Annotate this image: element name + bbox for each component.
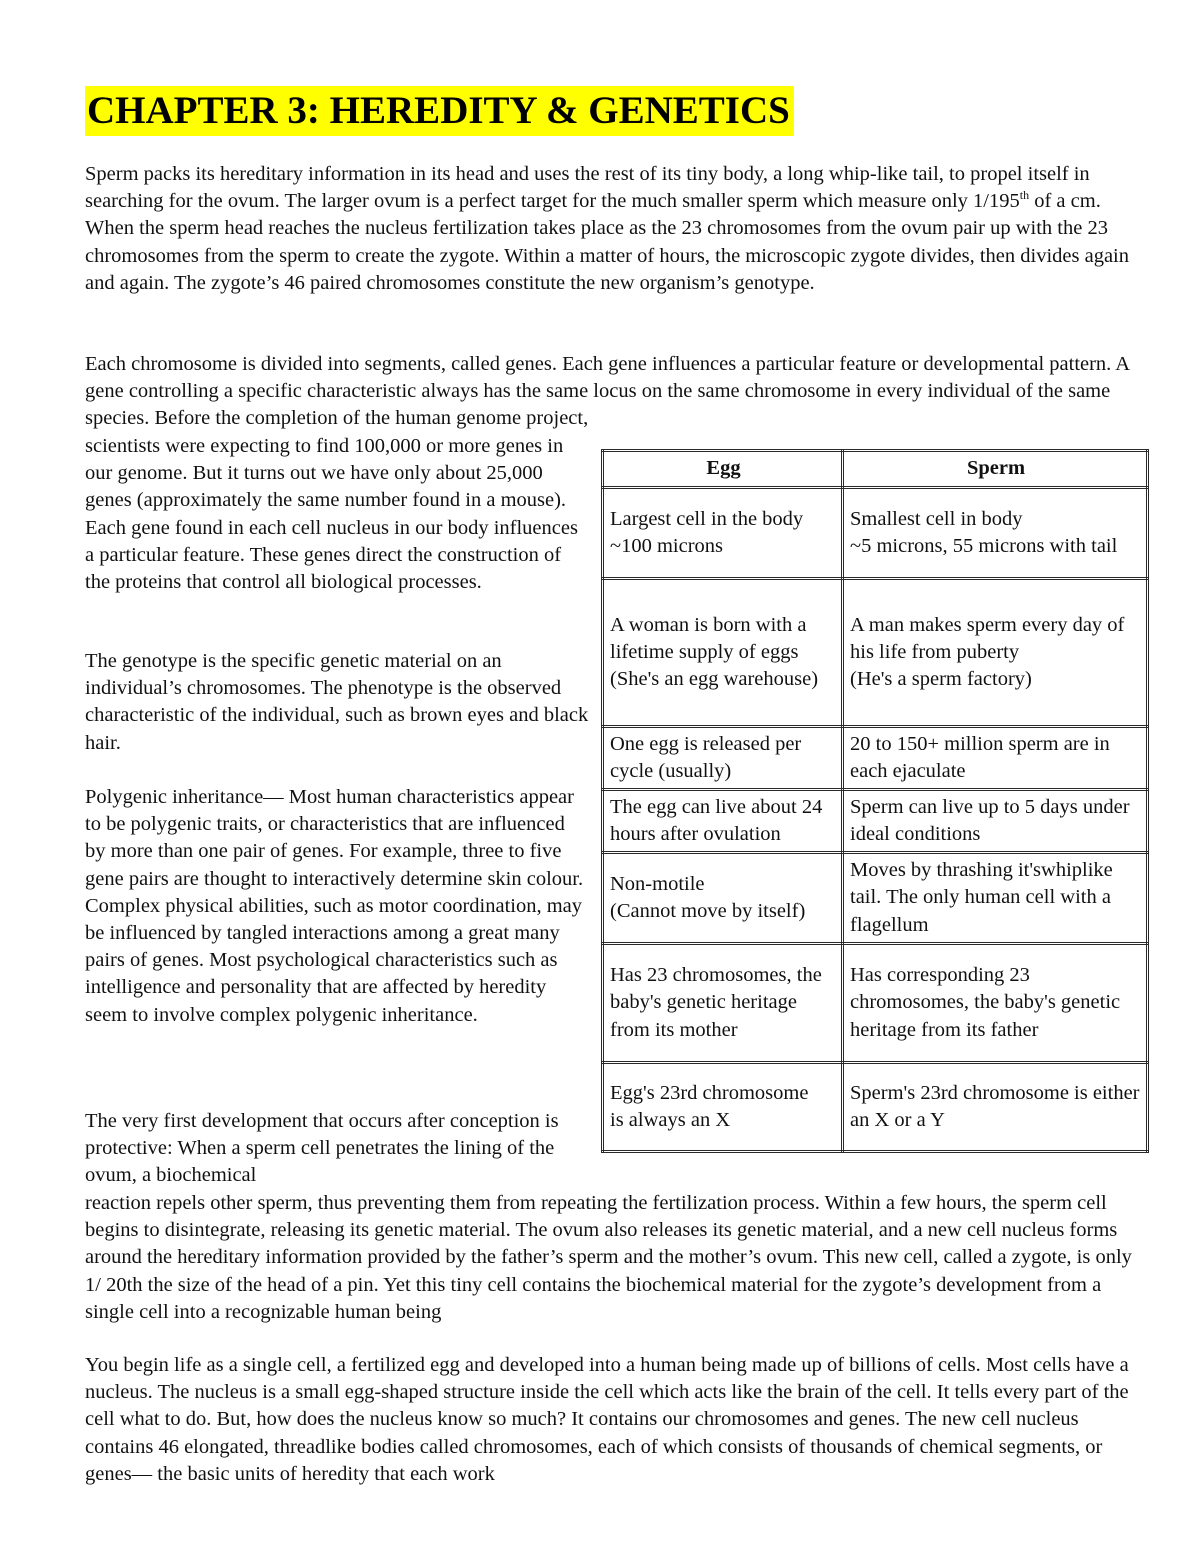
- table-row: [603, 853, 1148, 944]
- table-cell-egg: One egg is released per cycle (usually): [603, 727, 843, 790]
- paragraph-genes-intro: Each chromosome is divided into segments, called genes. Each gene influences a particular feature or developmental pattern. A gene controlling a specific characteristic always has the same locus on the same chromosome in every individual of the same species. Before the completion of the human genome project,: [85, 353, 1129, 430]
- paragraph-single-cell: You begin life as a single cell, a fertilized egg and developed into a human being made up of billions of cells. Most cells have a nucleus. The nucleus is a small egg-shaped structure inside the cell which acts like the brain of the cell. It tells every part of the cell what to do. But, how does the nucleus know so much? It contains our chromosomes and genes. The new cell nucleus contains 46 elongated, threadlike bodies called chromosomes, each of which consists of thousands of chemical segments, or genes— the basic units of heredity that each work: [85, 1354, 1129, 1485]
- paragraph-polygenic-inheritance: Polygenic inheritance— Most human characteristics appear to be polygenic traits, or characteristics that are influenced by more than one pair of genes. For example, three to five gene pairs are thought to interactively determine skin colour. Complex physical abilities, such as motor coordination, may be influenced by tangled interactions among a great many pairs of genes. Most psychological characteristics such as intelligence and personality that are affected by heredity seem to involve complex polygenic inheritance.: [85, 786, 584, 1026]
- table-cell-egg: A woman is born with a lifetime supply of eggs (She's an egg warehouse): [603, 579, 843, 727]
- table-cell-egg: Non-motile (Cannot move by itself): [603, 853, 843, 944]
- paragraph-zygote-formation: reaction repels other sperm, thus preventing them from repeating the fertilization process. Within a few hours, the sperm cell begins to disintegrate, releasing its genetic material. The ovum also releases its genetic material, and a new cell nucleus forms around the hereditary information provided by the father’s sperm and the mother’s ovum. This new cell, called a zygote, is only 1/ 20th the size of the head of a pin. Yet this tiny cell contains the biochemical material for the zygote’s development from a single cell into a recognizable human being: [85, 1192, 1132, 1323]
- table-row: [603, 579, 1148, 727]
- paragraph-sperm-fertilization: [85, 161, 1147, 297]
- egg-sperm-comparison-table: [601, 449, 1149, 1153]
- paragraph-text: Sperm packs its hereditary information in its head and uses the rest of its tiny body, a long whip-like tail, to propel itself in searching for the ovum. The larger ovum is a perfect target for the much smaller sperm which measure only 1/195: [85, 163, 1090, 213]
- table-cell-sperm: Smallest cell in body ~5 microns, 55 microns with tail: [843, 488, 1148, 579]
- chapter-title: CHAPTER 3: HEREDITY & GENETICS: [85, 86, 794, 136]
- table-cell-egg: The egg can live about 24 hours after ovulation: [603, 790, 843, 853]
- table-row: [603, 944, 1148, 1063]
- table-cell-egg: Has 23 chromosomes, the baby's genetic heritage from its mother: [603, 944, 843, 1063]
- table-cell-sperm: Has corresponding 23 chromosomes, the baby's genetic heritage from its father: [843, 944, 1148, 1063]
- table-row: [603, 727, 1148, 790]
- table-cell-sperm: Moves by thrashing it'swhiplike tail. The only human cell with a flagellum: [843, 853, 1148, 944]
- table-row: [603, 1063, 1148, 1152]
- table-cell-sperm: Sperm's 23rd chromosome is either an X or a Y: [843, 1063, 1148, 1152]
- paragraph-first-development: The very first development that occurs after conception is protective: When a sperm cell penetrates the lining of the ovum, a biochemical: [85, 1110, 559, 1187]
- table-cell-egg: Largest cell in the body ~100 microns: [603, 488, 843, 579]
- table-header-row: [603, 451, 1148, 488]
- table-cell-sperm: Sperm can live up to 5 days under ideal conditions: [843, 790, 1148, 853]
- table-row: [603, 790, 1148, 853]
- paragraph-text: of a cm. When the sperm head reaches the nucleus fertilization takes place as the 23 chromosomes from the ovum pair up with the 23 chromosomes from the sperm to create the zygote. Within a matter of hours, the microscopic zygote divides, then divides again and again. The zygote’s 46 paired chromosomes constitute the new organism’s genotype.: [85, 190, 1129, 294]
- table-header-egg: Egg: [603, 451, 843, 488]
- paragraph-genotype-phenotype: The genotype is the specific genetic material on an individual’s chromosomes. The phenotype is the observed characteristic of the individual, such as brown eyes and black hair.: [85, 650, 589, 754]
- table-header-sperm: Sperm: [843, 451, 1148, 488]
- paragraph-genes-count: scientists were expecting to find 100,000 or more genes in our genome. But it turns out we have only about 25,000 genes (approximately the same number found in a mouse). Each gene found in each cell nucleus in our body influences a particular feature. These genes direct the construction of the proteins that control all biological processes.: [85, 435, 578, 594]
- superscript: th: [1019, 188, 1030, 203]
- table-cell-egg: Egg's 23rd chromosome is always an X: [603, 1063, 843, 1152]
- table-row: [603, 488, 1148, 579]
- table-cell-sperm: 20 to 150+ million sperm are in each ejaculate: [843, 727, 1148, 790]
- table-cell-sperm: A man makes sperm every day of his life from puberty (He's a sperm factory): [843, 579, 1148, 727]
